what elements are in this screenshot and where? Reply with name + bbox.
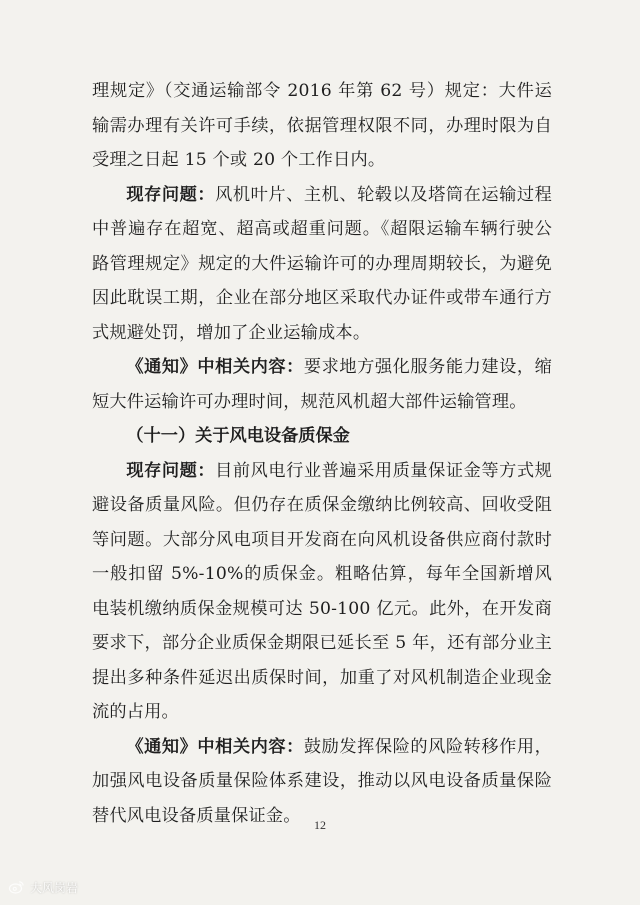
- paragraph-transport-rule: [92, 74, 552, 178]
- paragraph-existing-problem-warranty: [92, 454, 552, 730]
- section-heading: （十一）关于风电设备质保金: [126, 426, 350, 446]
- term-existing-problem: 现存问题：: [126, 184, 216, 205]
- watermark-text: 大风岗岩: [30, 880, 79, 895]
- paragraph-text: 理规定》（交通运输部令 2016 年第 62 号）规定：大件运输需办理有关许可手续，依据管理权限不同，办理时限为自受理之日起 15 个或 20 个工作日内。: [92, 81, 552, 170]
- weibo-icon: [8, 878, 26, 896]
- watermark: [8, 878, 78, 896]
- paragraph-existing-problem-transport: [92, 178, 552, 351]
- paragraph-text: 风机叶片、主机、轮毂以及塔筒在运输过程中普遍存在超宽、超高或超重问题。《超限运输车辆行驶公路管理规定》规定的大件运输许可的办理周期较长，为避免因此耽误工期，企业在部分地区采取代办证件或带车通行方式规避处罚，增加了企业运输成本。: [92, 184, 552, 343]
- paragraph-notice-content-transport: [92, 350, 552, 419]
- page-number: 12: [314, 818, 326, 832]
- term-existing-problem: 现存问题：: [126, 460, 216, 481]
- paragraph-text: 目前风电行业普遍采用质量保证金等方式规避设备质量风险。但仍存在质保金缴纳比例较高、回收受阻等问题。大部分风电项目开发商在向风机设备供应商付款时一般扣留 5%-10%的质保金。粗略估算，每年全国新增风电装机缴纳质保金规模可达 50-100 亿元。此外，在开发商要求下，部分企业质保金期限已延长至 5 年，还有部分业主提出多种条件延迟出质保时间，加重了对风机制造企业现金流的占用。: [92, 460, 552, 722]
- paragraph-text: 鼓励发挥保险的风险转移作用，加强风电设备质量保险体系建设，推动以风电设备质量保险替代风电设备质量保证金。: [92, 736, 552, 826]
- term-notice-content: 《通知》中相关内容：: [126, 357, 304, 377]
- term-notice-content: 《通知》中相关内容：: [126, 736, 304, 757]
- paragraph-text: 要求地方强化服务能力建设，缩短大件运输许可办理时间，规范风机超大部件运输管理。: [92, 357, 552, 412]
